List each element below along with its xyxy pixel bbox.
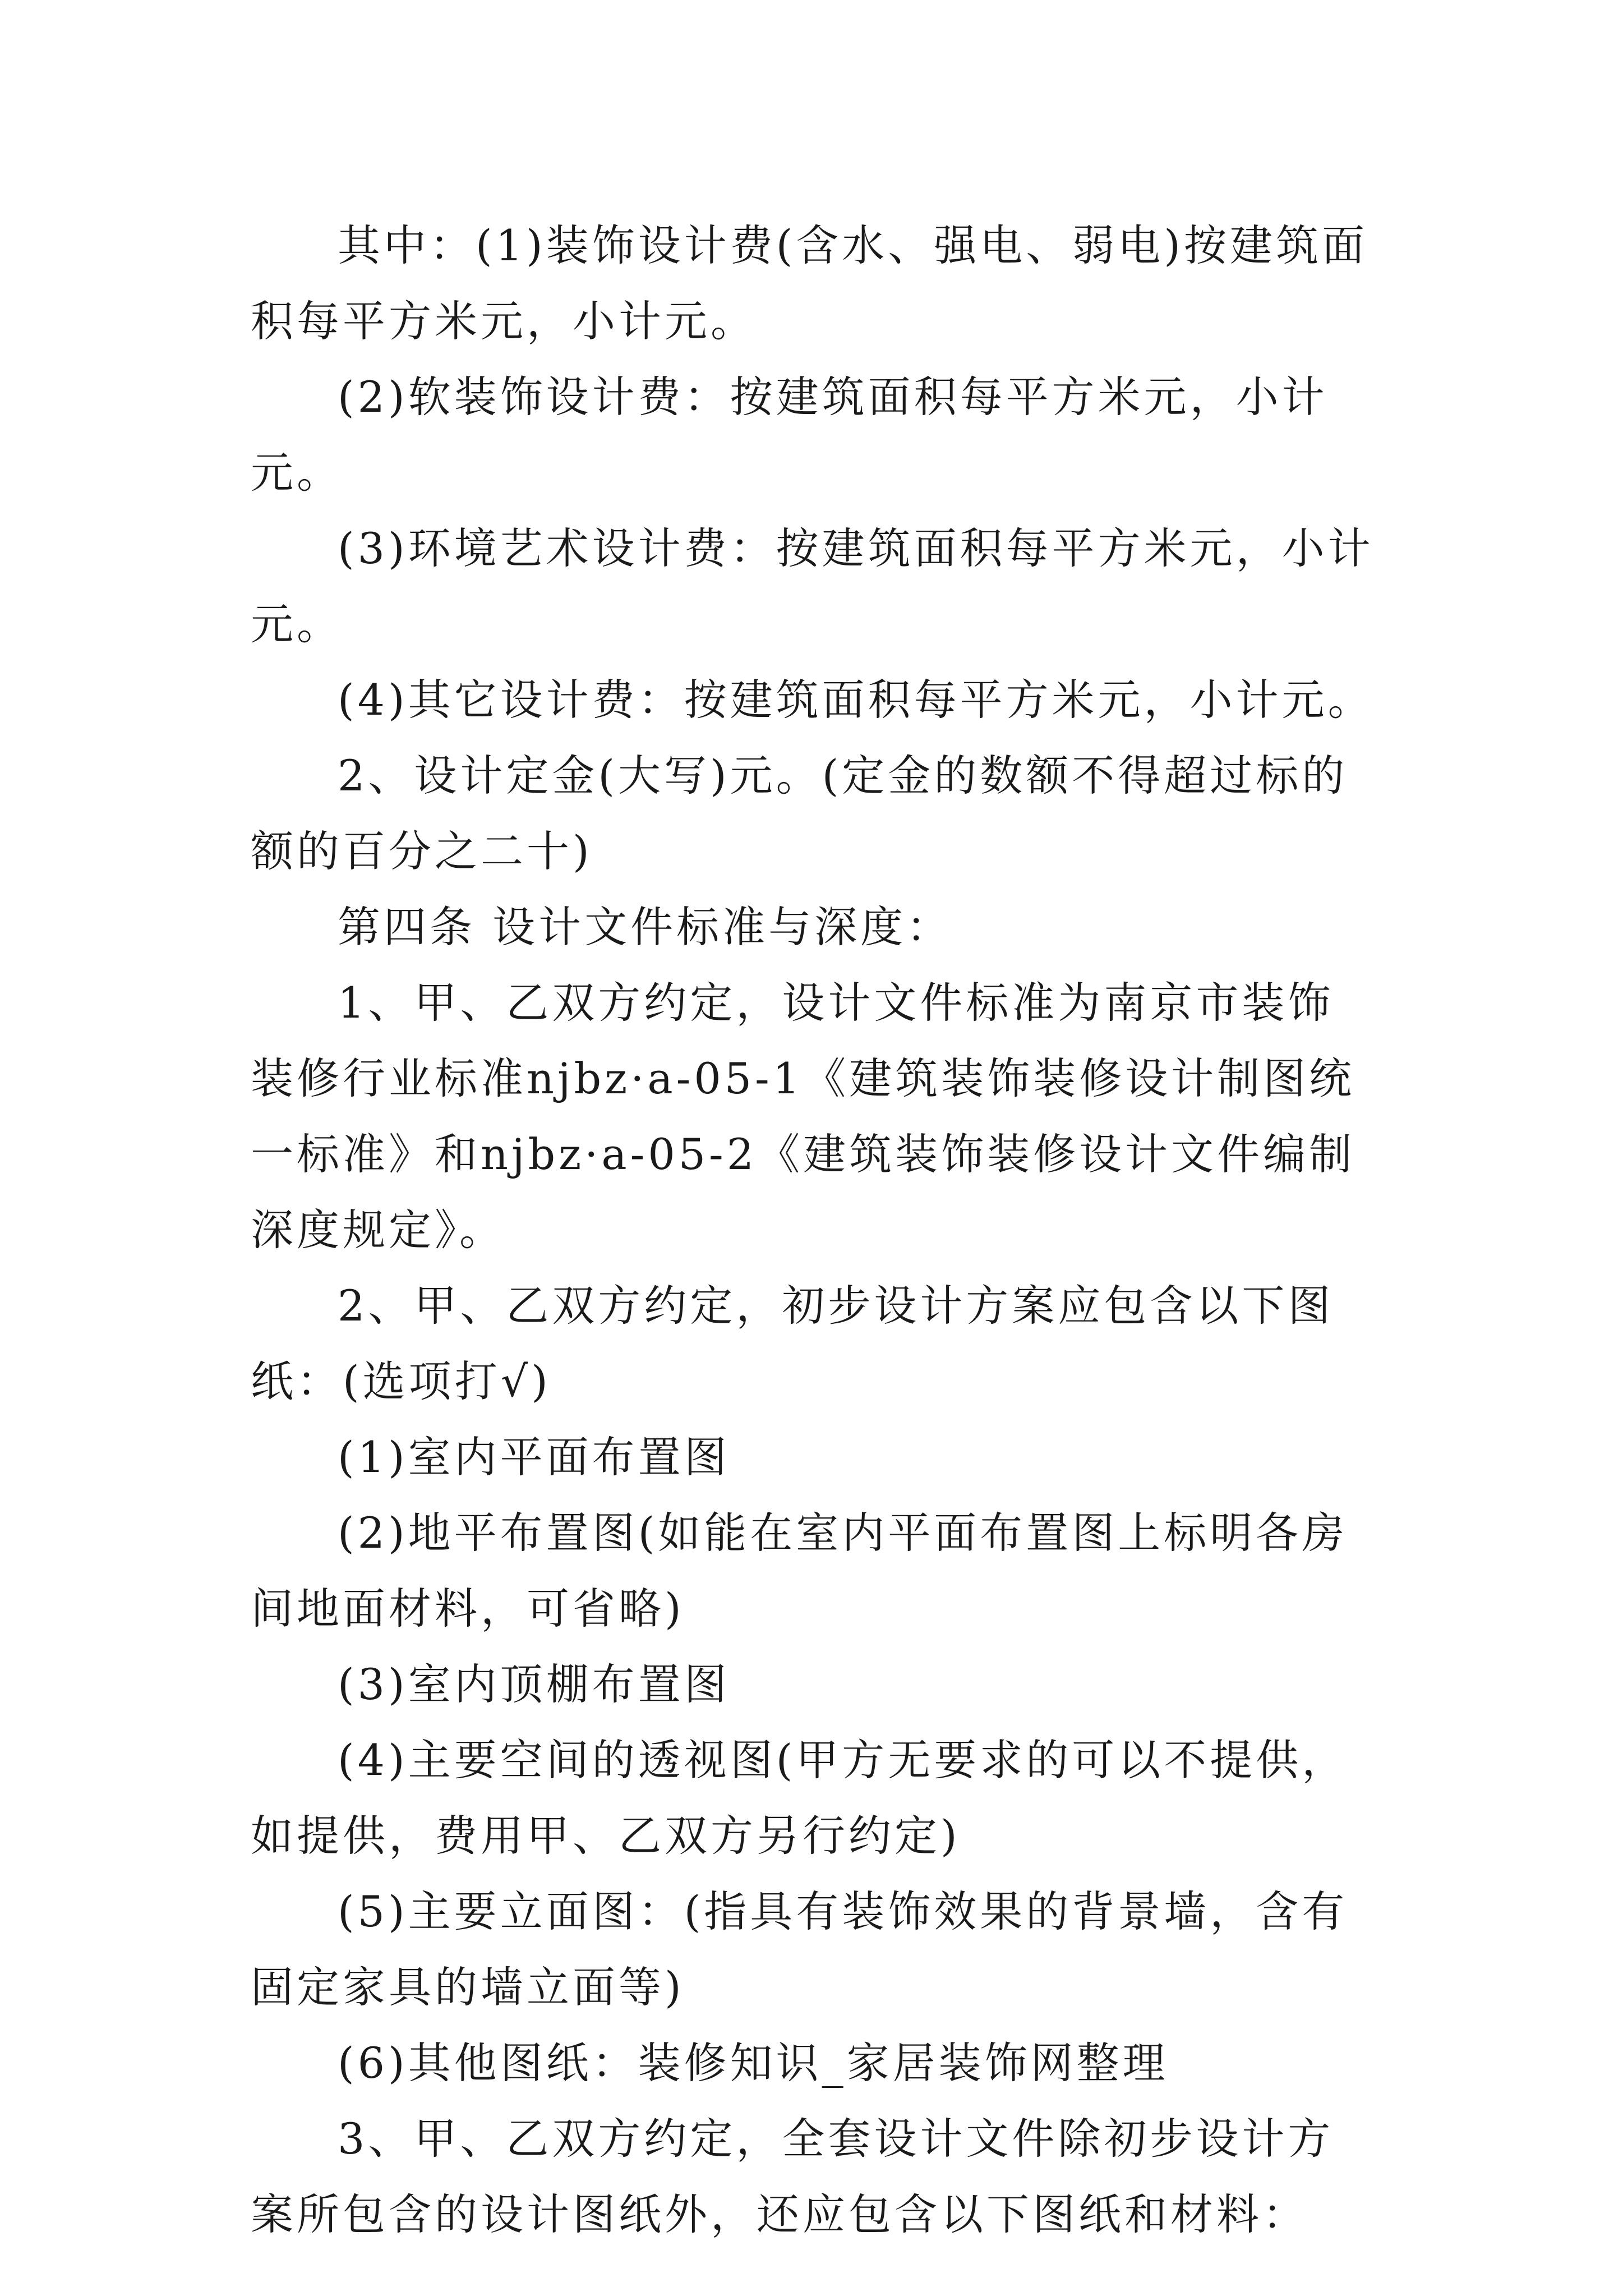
paragraph-fee-breakdown-3: (3)环境艺术设计费：按建筑面积每平方米元，小计元。 [251, 523, 1374, 649]
section-heading-article-4: 第四条 设计文件标准与深度： [338, 902, 953, 952]
paragraph-fee-breakdown-4: (4)其它设计费：按建筑面积每平方米元，小计元。 [338, 675, 1374, 725]
list-item-floor-layout: (2)地平布置图(如能在室内平面布置图上标明各房间地面材料，可省略) [251, 1508, 1348, 1634]
paragraph-standard: 1、甲、乙双方约定，设计文件标准为南京市装饰装修行业标准njbz·a-05-1《建筑装饰装修设计制图统一标准》和njbz·a-05-2《建筑装饰装修设计文件编制深度规定》。 [251, 978, 1355, 1255]
paragraph-deposit: 2、设计定金(大写)元。(定金的数额不得超过标的额的百分之二十) [251, 751, 1348, 876]
list-item-elevation: (5)主要立面图：(指具有装饰效果的背景墙，含有固定家具的墙立面等) [251, 1887, 1348, 2012]
list-item-ceiling-plan: (3)室内顶棚布置图 [338, 1659, 730, 1709]
paragraph-preliminary-drawings: 2、甲、乙双方约定，初步设计方案应包含以下图纸：(选项打√) [251, 1281, 1334, 1406]
paragraph-fee-breakdown-2: (2)软装饰设计费：按建筑面积每平方米元，小计元。 [251, 372, 1328, 498]
paragraph-fee-breakdown-1: 其中：(1)装饰设计费(含水、强电、弱电)按建筑面积每平方米元，小计元。 [251, 220, 1368, 346]
list-item-floor-plan: (1)室内平面布置图 [338, 1432, 730, 1482]
document-body [251, 208, 1378, 2252]
list-item-perspective: (4)主要空间的透视图(甲方无要求的可以不提供，如提供，费用甲、乙双方另行约定) [251, 1735, 1348, 1861]
paragraph-full-set: 3、甲、乙双方约定，全套设计文件除初步设计方案所包含的设计图纸外，还应包含以下图纸和材料： [251, 2114, 1334, 2239]
list-item-other-drawings: (6)其他图纸：装修知识_家居装饰网整理 [338, 2038, 1169, 2088]
